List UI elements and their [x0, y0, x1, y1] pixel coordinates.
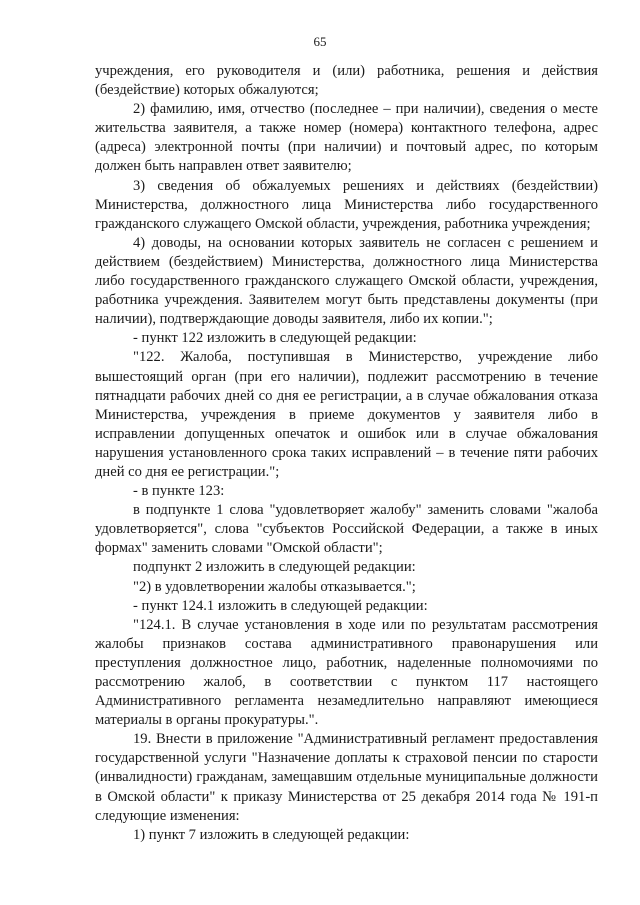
paragraph: "124.1. В случае установления в ходе или по результатам рассмотрения жалобы признаков состава административного правонарушения или преступления должностное лицо, работник, наделенные полномочиями по рассмотрению жалоб, в соответствии с пунктом 117 настоящего Административного регламента незамедлительно направляют имеющиеся материалы в органы прокуратуры.".	[95, 616, 598, 729]
paragraph: подпункт 2 изложить в следующей редакции:	[133, 559, 416, 576]
page-number: 65	[313, 34, 327, 49]
paragraph: - в пункте 123:	[133, 483, 225, 500]
paragraph: учреждения, его руководителя и (или) работника, решения и действия (бездействие) которых обжалуются;	[95, 63, 598, 99]
paragraph: "2) в удовлетворении жалобы отказывается.";	[133, 578, 416, 595]
paragraph: 4) доводы, на основании которых заявитель не согласен с решением и действием (бездействием) Министерства, должностного лица Министерства либо государственного гражданского служащего Омской области, учреждения, работника учреждения. Заявителем могут быть представлены документы (при наличии), подтверждающие доводы заявителя, либо их копии.";	[95, 234, 598, 328]
paragraph: "122. Жалоба, поступившая в Министерство, учреждение либо вышестоящий орган (при его наличии), подлежит рассмотрению в течение пятнадцати рабочих дней со дня ее регистрации, а в случае обжалования отказа Министерства, учреждения в приеме документов у заявителя либо в исправлении допущенных опечаток и ошибок или в случае обжалования нарушения установленного срока таких исправлений – в течение пяти рабочих дней со дня ее регистрации.";	[95, 349, 598, 480]
paragraph: 1) пункт 7 изложить в следующей редакции:	[133, 826, 410, 843]
paragraph: 19. Внести в приложение "Административный регламент предоставления государственной услуги "Назначение доплаты к страховой пенсии по старости (инвалидности) гражданам, замещавшим отдельные муниципальные должности в Омской области" к приказу Министерства от 25 декабря 2014 года № 191-п следующие изменения:	[95, 731, 598, 824]
paragraph: 2) фамилию, имя, отчество (последнее – при наличии), сведения о месте жительства заявителя, а также номер (номера) контактного телефона, адрес (адреса) электронной почты (при наличии) и почтовый адрес, по которым должен быть направлен ответ заявителю;	[95, 101, 598, 175]
document-body	[95, 62, 598, 845]
paragraph: - пункт 122 изложить в следующей редакции:	[133, 330, 417, 347]
paragraph: - пункт 124.1 изложить в следующей редакции:	[133, 597, 428, 614]
paragraph: в подпункте 1 слова "удовлетворяет жалобу" заменить словами "жалоба удовлетворяется", слова "субъектов Российской Федерации, а также в иных формах" заменить словами "Омской области";	[95, 502, 598, 557]
paragraph: 3) сведения об обжалуемых решениях и действиях (бездействии) Министерства, должностного лица Министерства либо государственного гражданского служащего Омской области, учреждения, работника учреждения;	[95, 177, 598, 232]
